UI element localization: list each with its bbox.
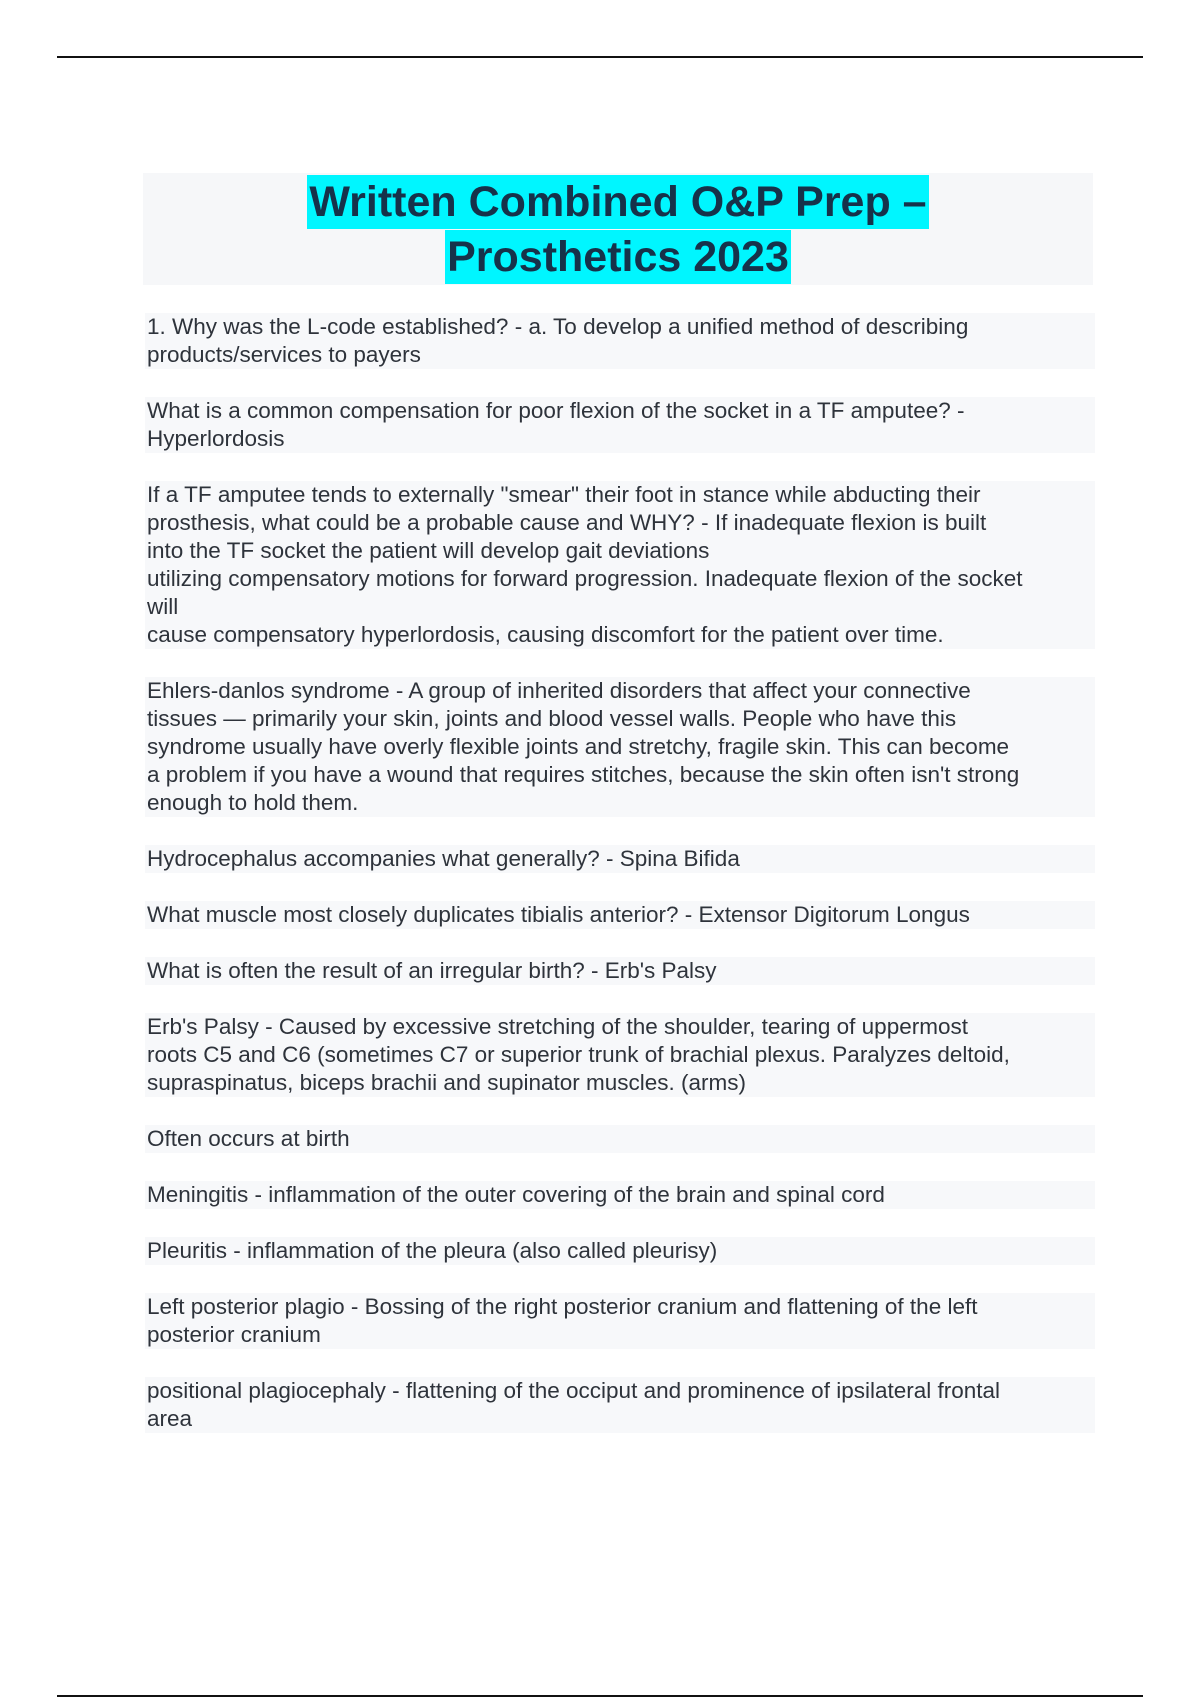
qa-item (145, 1293, 1095, 1349)
qa-item (145, 901, 1095, 929)
qa-item (145, 1237, 1095, 1265)
qa-line: cause compensatory hyperlordosis, causing discomfort for the patient over time. (147, 622, 944, 647)
qa-list (145, 313, 1095, 1461)
qa-item (145, 1125, 1095, 1153)
qa-line: tissues — primarily your skin, joints and blood vessel walls. People who have this (147, 706, 957, 731)
qa-line: prosthesis, what could be a probable cause and WHY? - If inadequate flexion is built (147, 510, 987, 535)
qa-line: Hydrocephalus accompanies what generally? - Spina Bifida (147, 846, 740, 871)
qa-line: If a TF amputee tends to externally "smear" their foot in stance while abducting their (147, 482, 981, 507)
qa-item (145, 397, 1095, 453)
qa-line: Pleuritis - inflammation of the pleura (also called pleurisy) (147, 1238, 718, 1263)
qa-line: area (147, 1406, 193, 1431)
qa-line: utilizing compensatory motions for forward progression. Inadequate flexion of the socket (147, 566, 1023, 591)
qa-item (145, 1013, 1095, 1097)
qa-item (145, 677, 1095, 817)
qa-item (145, 1377, 1095, 1433)
qa-line: Meningitis - inflammation of the outer covering of the brain and spinal cord (147, 1182, 885, 1207)
qa-line: supraspinatus, biceps brachii and supinator muscles. (arms) (147, 1070, 747, 1095)
qa-line: What is often the result of an irregular birth? - Erb's Palsy (147, 958, 717, 983)
top-rule (57, 56, 1143, 58)
qa-line: positional plagiocephaly - flattening of the occiput and prominence of ipsilateral frontal (147, 1378, 1001, 1403)
qa-line: Left posterior plagio - Bossing of the right posterior cranium and flattening of the left (147, 1294, 978, 1319)
qa-line: Erb's Palsy - Caused by excessive stretching of the shoulder, tearing of uppermost (147, 1014, 968, 1039)
qa-line: will (147, 594, 179, 619)
page-title-line-1: Written Combined O&P Prep – (307, 175, 928, 229)
qa-line: into the TF socket the patient will develop gait deviations (147, 538, 710, 563)
qa-item (145, 1181, 1095, 1209)
qa-line: What is a common compensation for poor flexion of the socket in a TF amputee? - (147, 398, 965, 423)
qa-line: What muscle most closely duplicates tibialis anterior? - Extensor Digitorum Longus (147, 902, 970, 927)
qa-line: roots C5 and C6 (sometimes C7 or superior trunk of brachial plexus. Paralyzes deltoid, (147, 1042, 1010, 1067)
qa-item (145, 481, 1095, 649)
qa-line: products/services to payers (147, 342, 421, 367)
qa-line: enough to hold them. (147, 790, 359, 815)
qa-line: Often occurs at birth (147, 1126, 350, 1151)
qa-line: 1. Why was the L-code established? - a. To develop a unified method of describing (147, 314, 969, 339)
title-block (143, 173, 1093, 285)
qa-item (145, 957, 1095, 985)
qa-line: Hyperlordosis (147, 426, 285, 451)
qa-line: a problem if you have a wound that requires stitches, because the skin often isn't strong (147, 762, 1020, 787)
qa-line: Ehlers-danlos syndrome - A group of inherited disorders that affect your connective (147, 678, 971, 703)
bottom-rule (57, 1695, 1143, 1697)
qa-line: posterior cranium (147, 1322, 321, 1347)
qa-item (145, 313, 1095, 369)
qa-line: syndrome usually have overly flexible joints and stretchy, fragile skin. This can become (147, 734, 1010, 759)
page-title-line-2: Prosthetics 2023 (445, 230, 791, 284)
qa-item (145, 845, 1095, 873)
